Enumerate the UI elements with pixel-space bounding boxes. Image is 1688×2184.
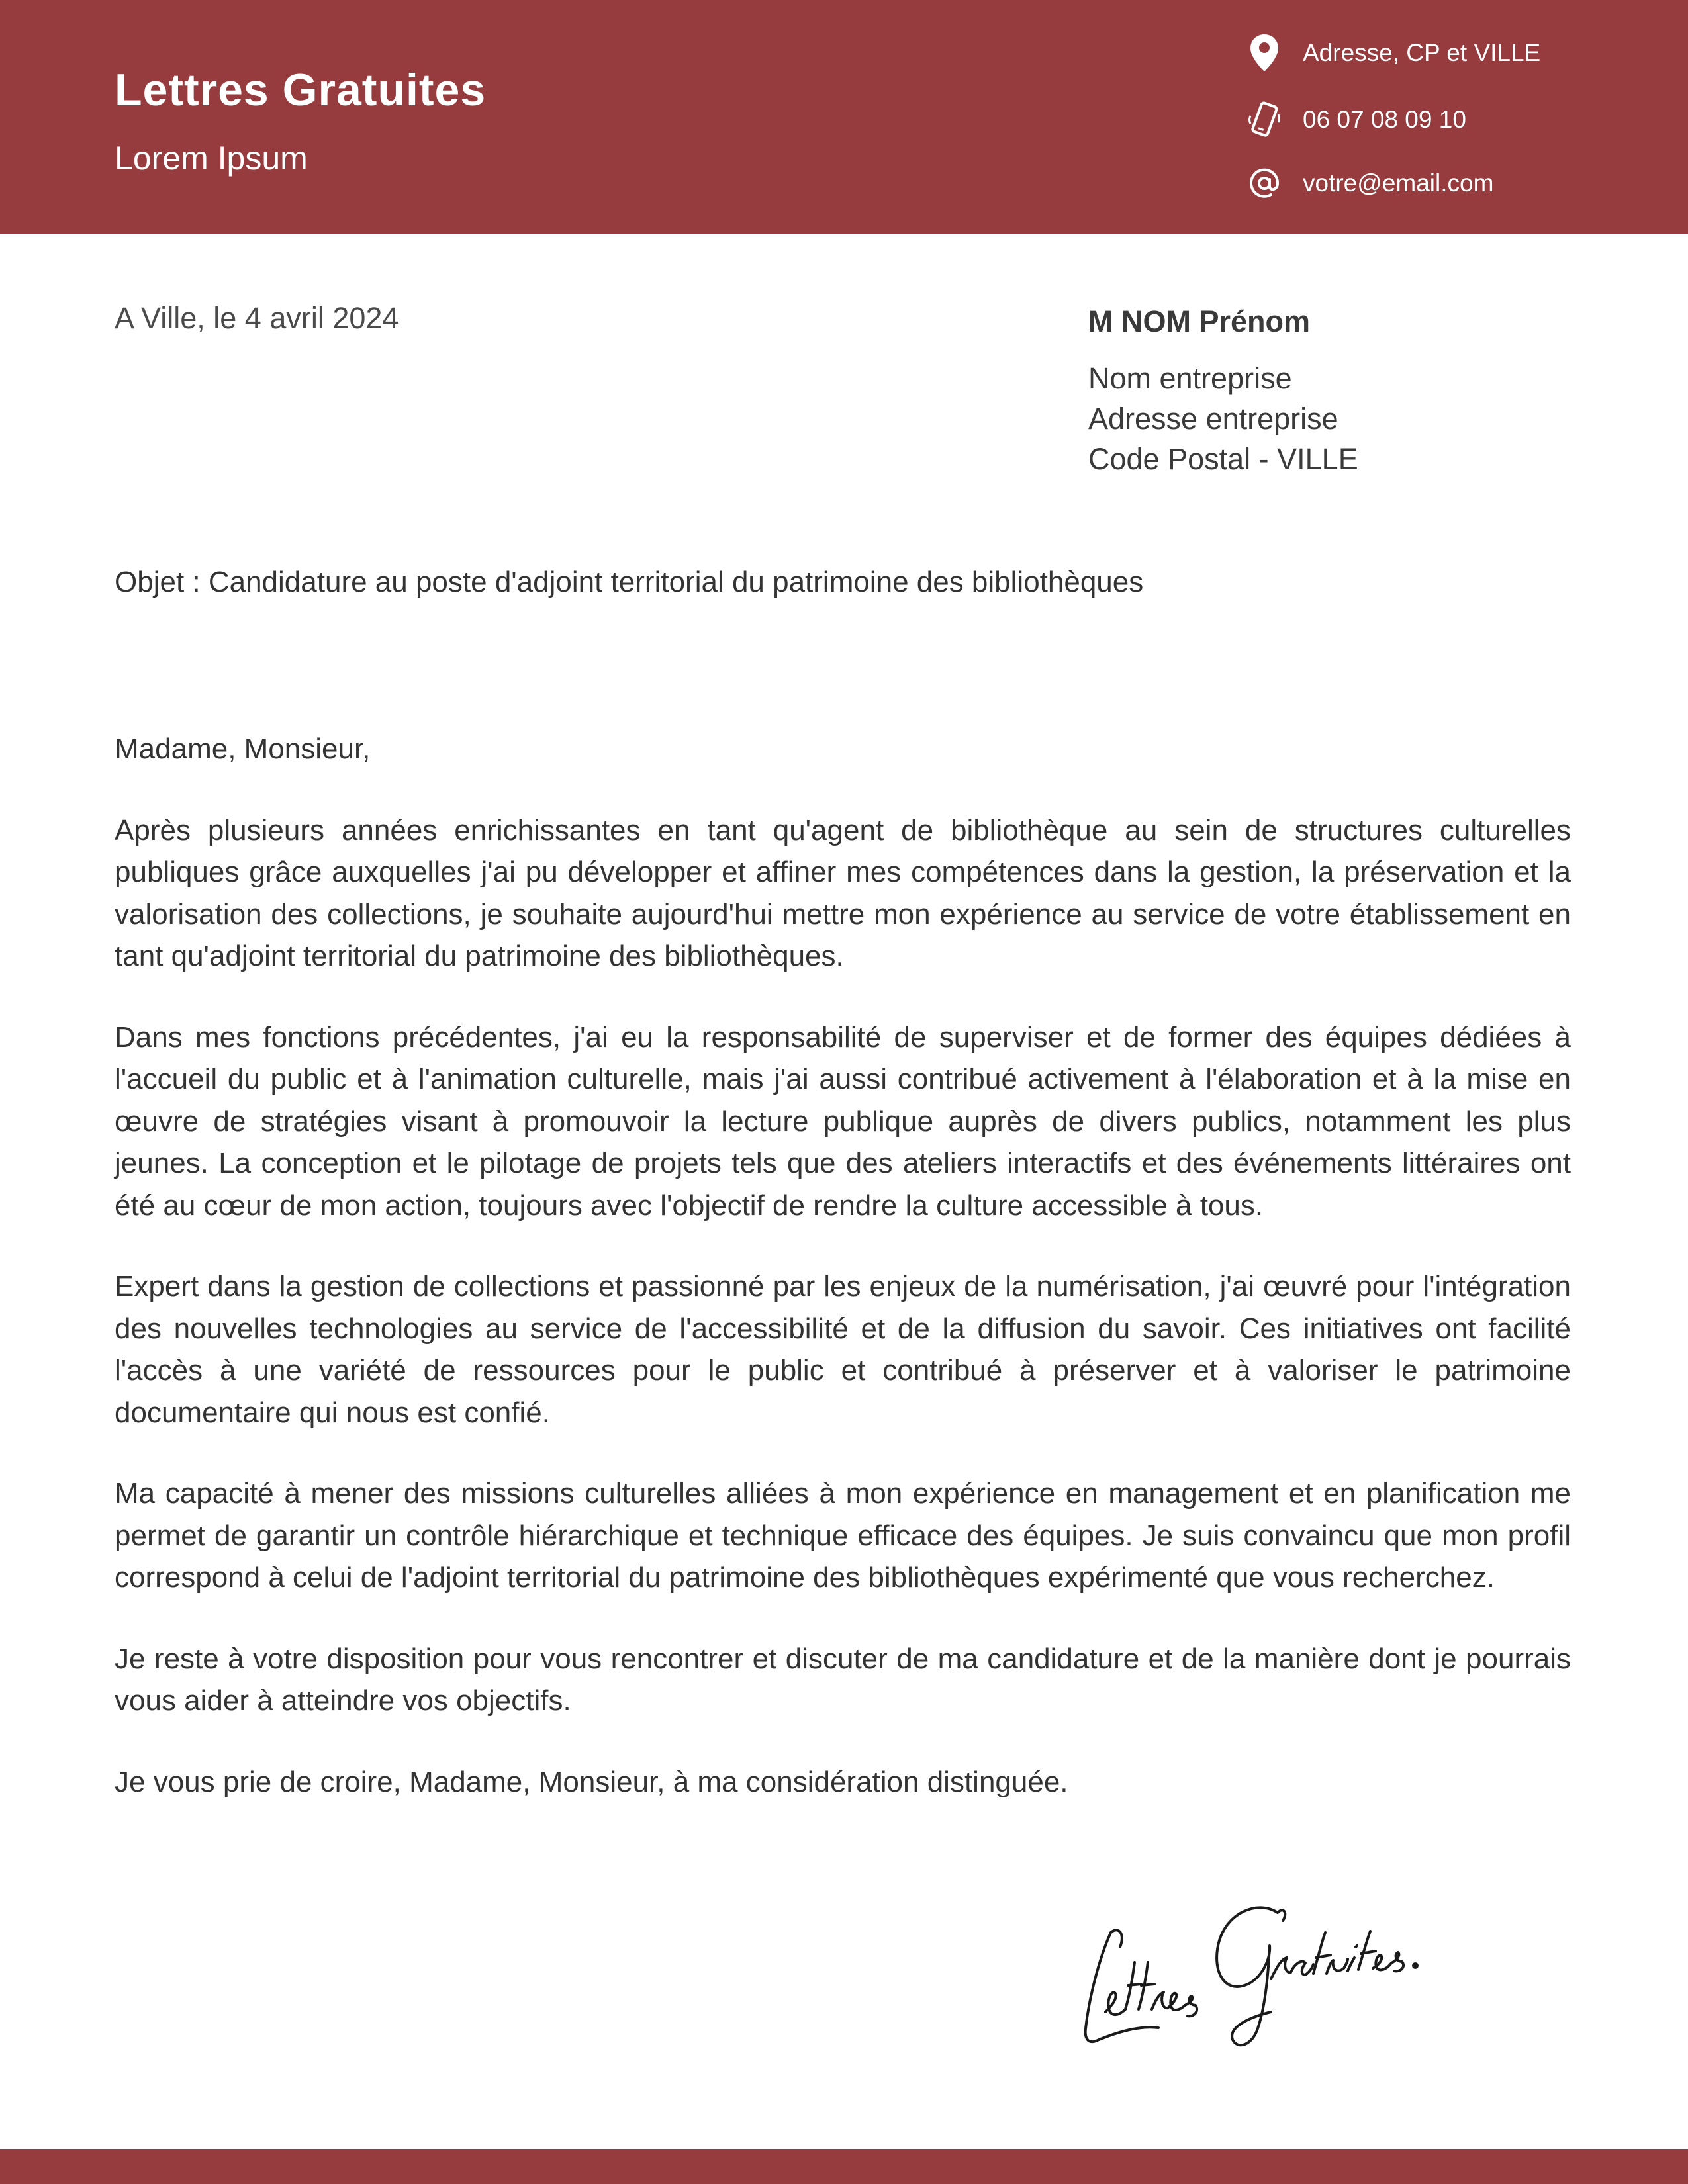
phone-icon	[1246, 99, 1283, 141]
paragraph: Ma capacité à mener des missions culturelles alliées à mon expérience en management et en planification me permet de garantir un contrôle hiérarchique et technique efficace des équipes. Je suis convaincu que mon profil correspond à celui de l'adjoint territorial du patrimoine des bibliothèques expérimenté que vous recherchez.	[115, 1477, 1571, 1594]
recipient-name: M NOM Prénom	[1088, 304, 1311, 338]
contact-address	[1246, 30, 1540, 76]
recipient-city: Code Postal - VILLE	[1088, 442, 1358, 476]
address-text: Adresse, CP et VILLE	[1303, 39, 1541, 66]
paragraph: Après plusieurs années enrichissantes en tant qu'agent de bibliothèque au sein de structures culturelles publiques grâce auxquelles j'ai pu développer et affiner mes compétences dans la gestion, la préservation et la valorisation des collections, je souhaite aujourd'hui mettre mon expérience au service de votre établissement en tant qu'adjoint territorial du patrimoine des bibliothèques.	[115, 813, 1571, 972]
phone-text: 06 07 08 09 10	[1303, 106, 1466, 133]
paragraph: Dans mes fonctions précédentes, j'ai eu la responsabilité de superviser et de former des équipes dédiées à l'accueil du public et à l'animation culturelle, mais j'ai aussi contribué activement à l'élaboration et à la mise en œuvre de stratégies visant à promouvoir la lecture publique auprès de divers publics, notamment les plus jeunes. La conception et le pilotage de projets tels que des ateliers interactifs et des événements littéraires ont été au cœur de mon action, toujours avec l'objectif de rendre la culture accessible à tous.	[115, 1021, 1571, 1222]
contact-email	[1246, 160, 1493, 206]
recipient-block	[1088, 301, 1358, 479]
at-sign-icon	[1246, 162, 1283, 205]
paragraph: Je reste à votre disposition pour vous rencontrer et discuter de ma candidature et de la manière dont je pourrais vous aider à atteindre vos objectifs.	[115, 1642, 1571, 1717]
recipient-company: Nom entreprise	[1088, 361, 1292, 395]
footer-band	[0, 2149, 1688, 2184]
paragraph: Expert dans la gestion de collections et passionné par les enjeux de la numérisation, j'ai œuvré pour l'intégration des nouvelles technologies au service de l'accessibilité et de la diffusion du savoir. Ces initiatives ont facilité l'accès à une variété de ressources pour le public et contribué à préserver et à valoriser le patrimoine documentaire qui nous est confié.	[115, 1270, 1571, 1429]
letter-subject: Objet : Candidature au poste d'adjoint territorial du patrimoine des bibliothèques	[115, 566, 1144, 598]
contact-phone	[1246, 97, 1466, 143]
letter-date: A Ville, le 4 avril 2024	[115, 301, 399, 335]
salutation: Madame, Monsieur,	[115, 733, 371, 765]
closing: Je vous prie de croire, Madame, Monsieur, à ma considération distinguée.	[115, 1765, 1068, 1798]
letter-body	[115, 728, 1571, 1842]
recipient-address: Adresse entreprise	[1088, 402, 1338, 435]
sender-name: Lettres Gratuites	[115, 65, 487, 115]
header-band	[0, 0, 1688, 234]
email-text: votre@email.com	[1303, 169, 1494, 197]
sender-subtitle: Lorem Ipsum	[115, 140, 308, 177]
location-pin-icon	[1246, 32, 1283, 74]
handwritten-signature	[1059, 1886, 1456, 2065]
